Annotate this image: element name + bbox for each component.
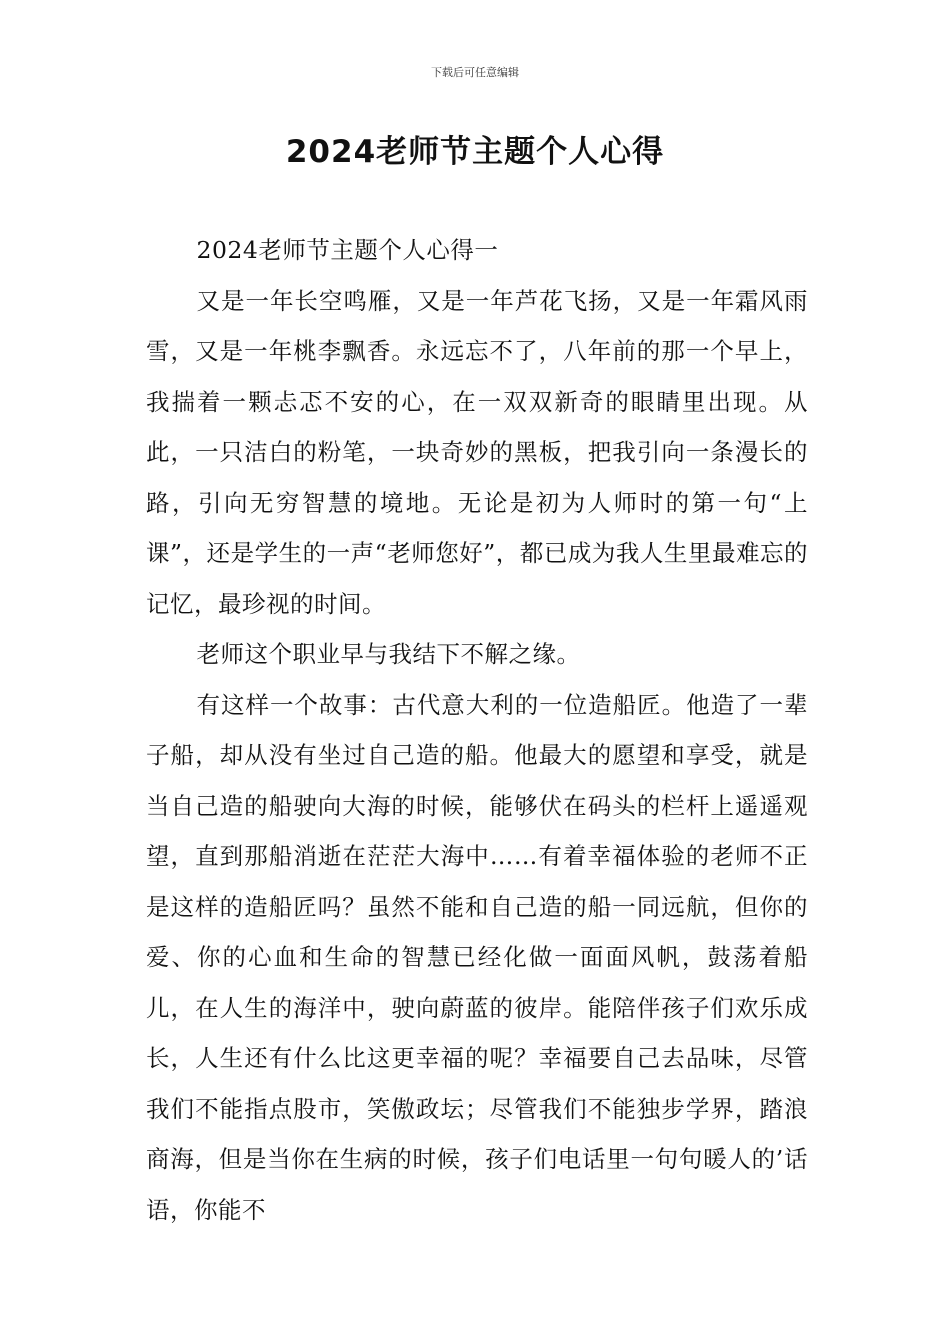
header-note: 下载后可任意编辑 [431,66,519,79]
paragraph: 又是一年长空鸣雁，又是一年芦花飞扬，又是一年霜风雨雪，又是一年桃李飘香。永远忘不了，八年前的那一个早上，我揣着一颗忐忑不安的心，在一双双新奇的眼睛里出现。从此，一只洁白的粉笔，一块奇妙的黑板，把我引向一条漫长的路，引向无穷智慧的境地。无论是初为人师时的第一句“上课”，还是学生的一声“老师您好”，都已成为我人生里最难忘的记忆，最珍视的时间。 [146,286,808,618]
document-title: 2024老师节主题个人心得 [285,134,665,170]
paragraph: 有这样一个故事：古代意大利的一位造船匠。他造了一辈子船，却从没有坐过自己造的船。他最大的愿望和享受，就是当自己造的船驶向大海的时候，能够伏在码头的栏杆上遥遥观望，直到那船消逝在茫茫大海中……有着幸福体验的老师不正是这样的造船匠吗？虽然不能和自己造的船一同远航，但你的爱、你的心血和生命的智慧已经化做一面面风帆，鼓荡着船儿，在人生的海洋中，驶向蔚蓝的彼岸。能陪伴孩子们欢乐成长，人生还有什么比这更幸福的呢？幸福要自己去品味，尽管我们不能指点股市，笑傲政坛；尽管我们不能独步学界，踏浪商海，但是当你在生病的时候，孩子们电话里一句句暖人的’话语，你能不 [146,690,808,1224]
paragraph: 老师这个职业早与我结下不解之缘。 [196,640,581,668]
paragraph-subtitle: 2024老师节主题个人心得一 [196,236,499,264]
document-body [146,225,808,1235]
